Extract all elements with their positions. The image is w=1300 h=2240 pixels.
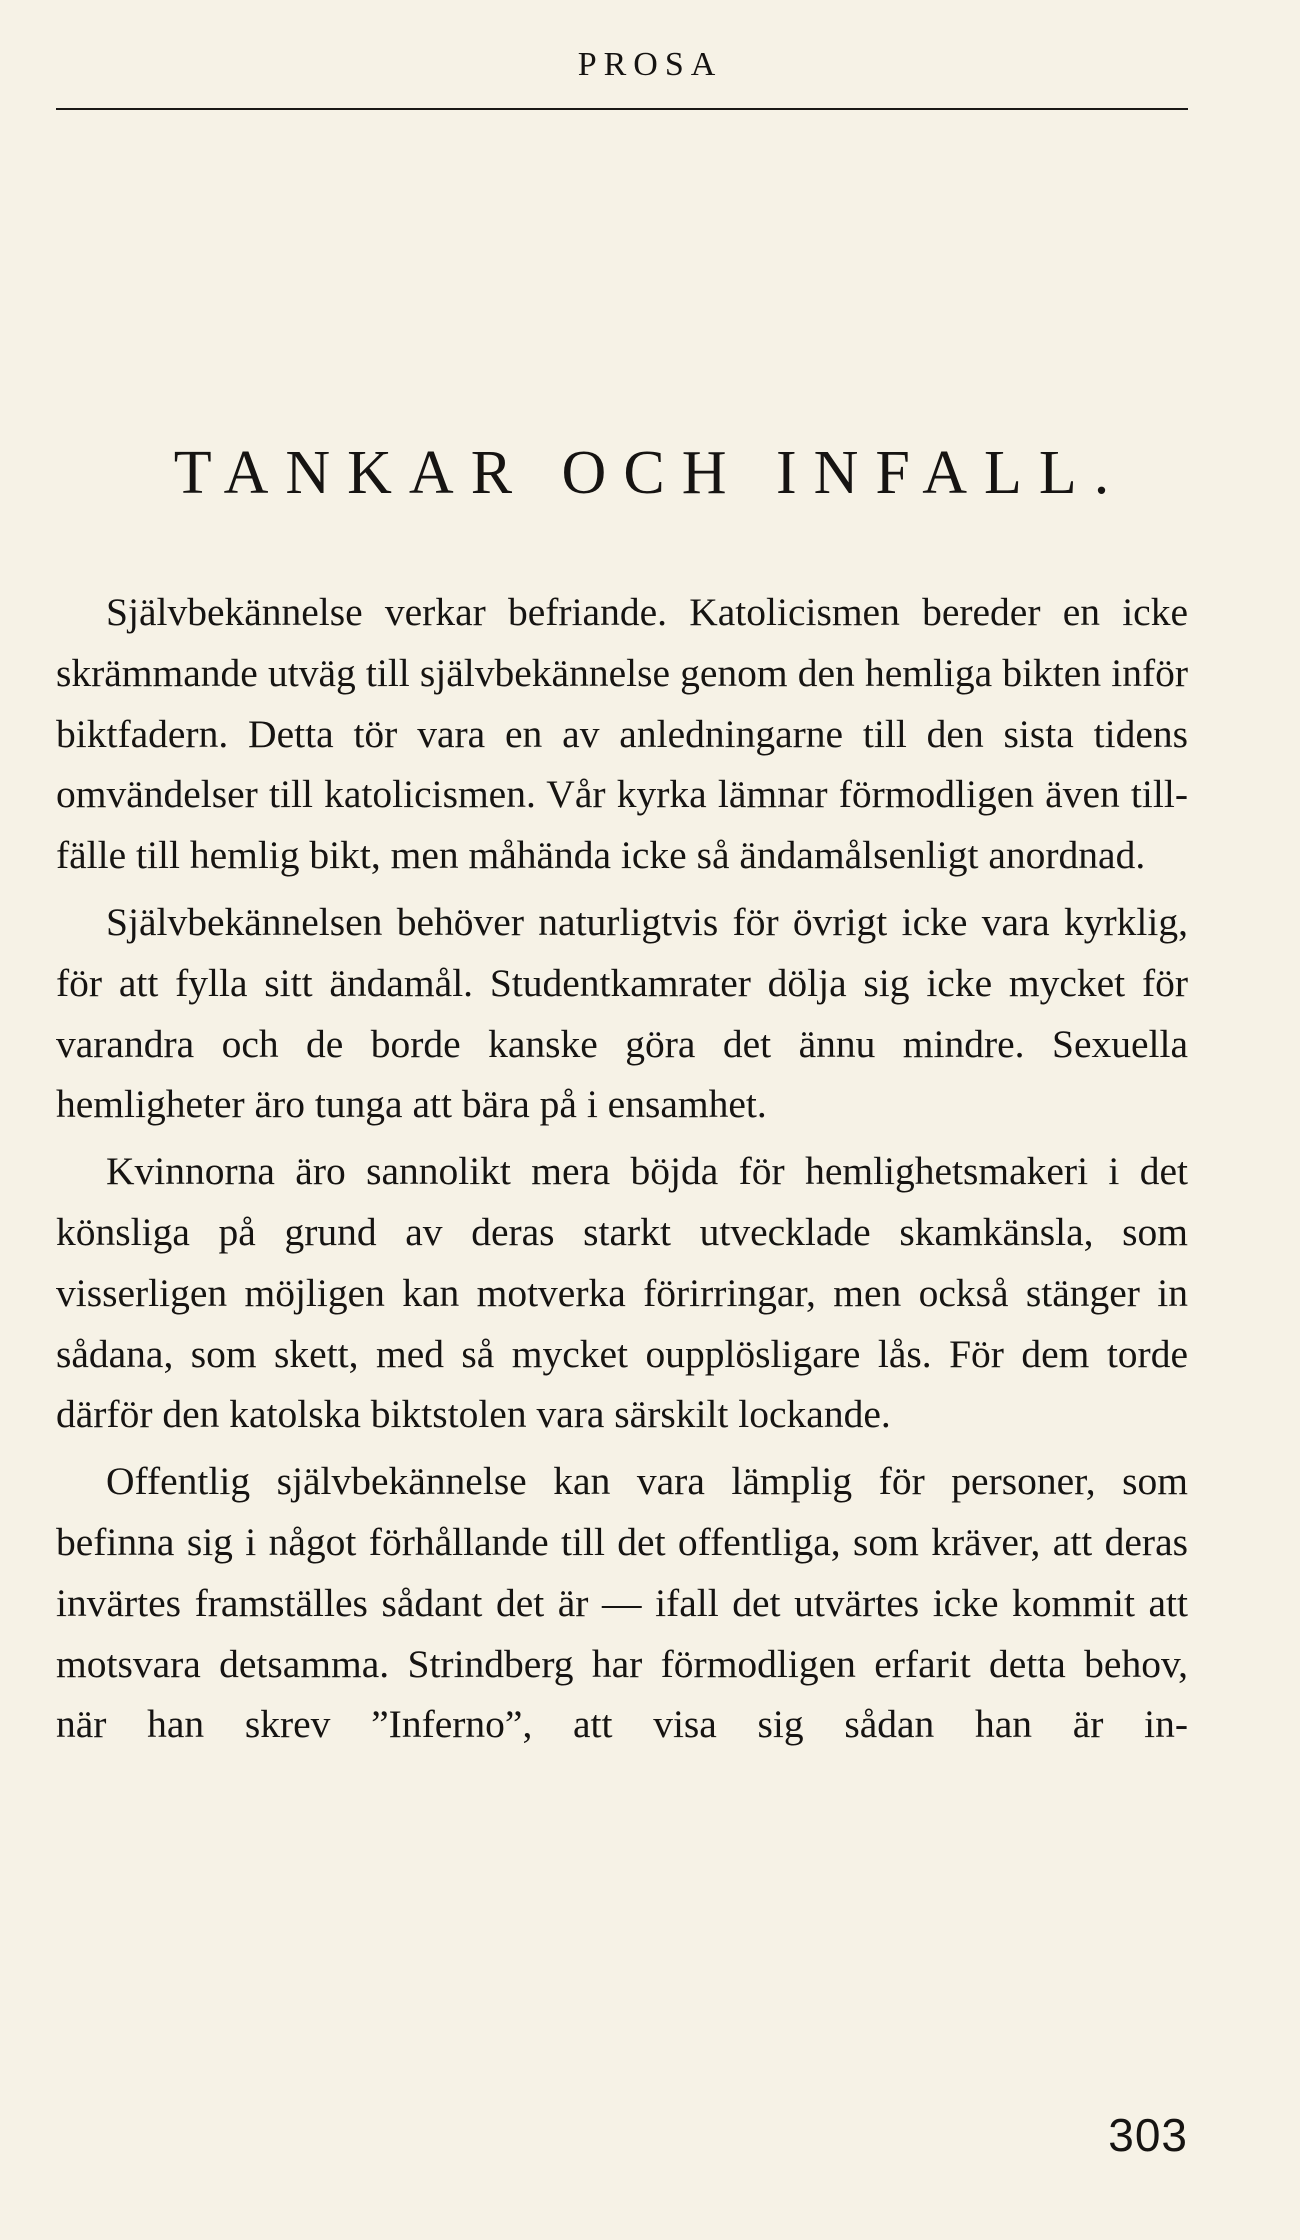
header-rule	[56, 108, 1188, 110]
page-number: 303	[1108, 2109, 1188, 2161]
body-text	[56, 582, 1188, 1761]
paragraph: Kvinnorna äro sannolikt mera böjda för hemlighetsmakeri i det könsliga på grund av deras starkt utvecklade skamkänsla, som visserligen möjligen kan motverka förirringar, men också stänger in sådana, som skett, med så mycket oupplösligare lås. För dem torde därför den katolska biktstolen vara särskilt lockande.	[56, 1149, 1188, 1437]
running-head: PROSA	[577, 46, 723, 83]
paragraph: Självbekännelsen behöver naturligtvis för övrigt icke vara kyrklig, för att fylla sitt ändamål. Studentkamrater dölja sig icke mycket för varandra och de borde kanske göra det ännu mindre. Sexuella hemligheter äro tunga att bära på i ensamhet.	[56, 899, 1188, 1127]
paragraph: Offentlig självbekännelse kan vara lämplig för personer, som befinna sig i något förhållande till det offentliga, som kräver, att deras invärtes framställes sådant det är — ifall det utvärtes icke kommit att motsvara detsamma. Strindberg har förmodligen erfarit detta behov, när han skrev ”Inferno”, att visa sig sådan han är in-	[56, 1459, 1188, 1747]
paragraph: Självbekännelse verkar befriande. Katolicismen bereder en icke skrämmande utväg till självbekännelse genom den hemliga bikten inför biktfadern. Detta tör vara en av anledningarne till den sista tidens omvändelser till katolicismen. Vår kyrka lämnar förmodligen även tillfälle till hemlig bikt, men måhända icke så ändamålsenligt anordnad.	[56, 590, 1188, 878]
chapter-title: TANKAR OCH INFALL.	[173, 439, 1127, 507]
